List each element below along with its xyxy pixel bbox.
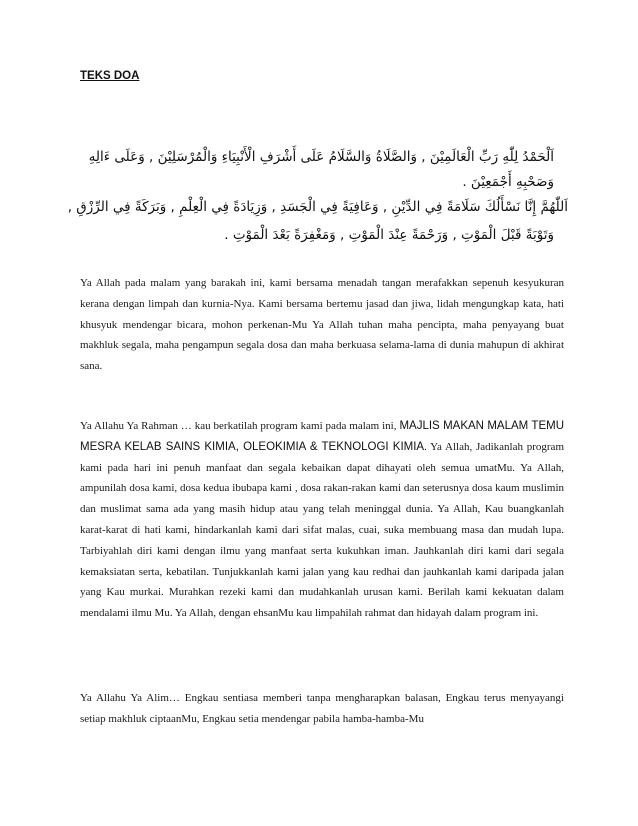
arabic-prayer-line-4: وَتَوْبَةً قَبْلَ الْمَوْتِ , وَرَحْمَةً عِنْدَ الْمَوْتِ , وَمَغْفِرَةً بَعْدَ الْمَوْتِ . [224, 227, 554, 243]
paragraph-program-prayer [80, 416, 564, 624]
document-heading: TEKS DOA [80, 70, 140, 82]
paragraph-program-prayer-body: . Ya Allah, Jadikanlah program kami pada hari ini penuh manfaat dan segala kebaikan dapat dihayati oleh semua umatMu. Ya Allah, ampunilah dosa kami, dosa kedua ibubapa kami , dosa rakan-rakan kami dan seterusnya dosa kaum muslimin dan muslimat sama ada yang masih hidup atau yang telah meninggal dunia. Ya Allah, Kau buangkanlah karat-karat di hati kami, hindarkanlah kami dari sifat malas, cuai, suka membuang masa dan mudah lupa. Tarbiyahlah diri kami dengan ilmu yang manfaat serta kukuhkan iman. Jauhkanlah diri kami dari segala kemaksiatan serta, kebatilan. Tunjukkanlah kami jalan yang kau redhai dan jauhkanlah kami daripada jalan yang Kau murkai. Murahkan rezeki kami dan mudahkanlah urusan kami. Berilah kami kekuatan dalam mendalami ilmu Mu. Ya Allah, dengan ehsanMu kau limpahilah rahmat dan hidayah dalam program ini. [80, 440, 564, 620]
paragraph-closing: Ya Allahu Ya Alim… Engkau sentiasa memberi tanpa mengharapkan balasan, Engkau terus menyayangi setiap makhluk ciptaanMu, Engkau setia mendengar pabila hamba-hamba-Mu [80, 692, 564, 725]
arabic-prayer-line-2: وَصَحْبِهِ أَجْمَعِيْنَ . [462, 174, 554, 190]
paragraph-program-prayer-intro: Ya Allahu Ya Rahman … kau berkatilah program kami pada malam ini, [80, 420, 400, 432]
arabic-prayer-line-3: اَللّٰهُمَّ إِنَّا نَسْأَلُكَ سَلَامَةً فِي الدِّيْنِ , وَعَافِيَةً فِي الْجَسَدِ , وَزِيَادَةً فِي الْعِلْمِ , وَبَرَكَةً فِي الرِّزْقِ , [67, 199, 568, 215]
paragraph-opening: Ya Allah pada malam yang barakah ini, kami bersama menadah tangan merafakkan sepenuh kesyukuran kerana dengan limpah dan kurnia-Nya. Kami bersama bertemu jasad dan jiwa, lidah mengungkap kata, hati khusyuk mendengar bicara, mohon perkenan-Mu Ya Allah tuhan maha pencipta, maha penyayang buat makhluk segala, maha pengampun segala dosa dan maha berkuasa selama-lama di dunia mahupun di akhirat sana. [80, 277, 564, 373]
arabic-prayer-line-1: اَلْحَمْدُ لِلّٰهِ رَبِّ الْعَالَمِيْنَ , وَالصَّلَاةُ وَالسَّلَامُ عَلَى أَشْرَفِ الْأَنْبِيَاءِ وَالْمُرْسَلِيْنَ , وَعَلَى ءَالِهِ [88, 149, 554, 165]
event-name: MAJLIS MAKAN MALAM TEMU MESRA KELAB SAINS KIMIA, OLEOKIMIA & TEKNOLOGI KIMIA [80, 420, 565, 453]
